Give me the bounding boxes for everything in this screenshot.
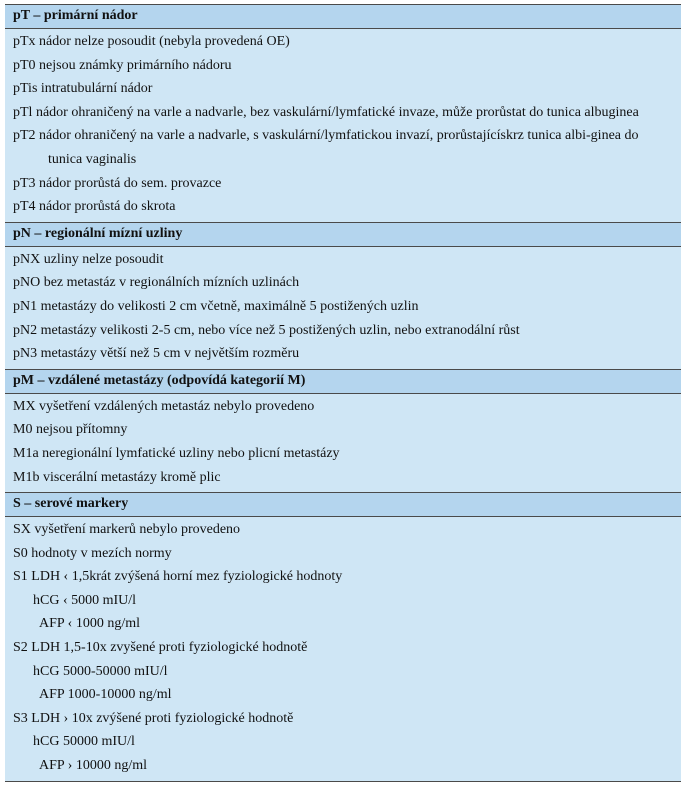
table-row: pNO bez metastáz v regionálních mízních uzlinách [13,275,300,291]
table-row: AFP 1000-10000 ng/ml [39,687,172,703]
table-row: pT0 nejsou známky primárního nádoru [13,57,232,73]
table-row: pN1 metastázy do velikosti 2 cm včetně, maximálně 5 postižených uzlin [13,298,419,314]
table-row: pTl nádor ohraničený na varle a nadvarle, bez vaskulární/lymfatické invaze, může prorůstat do tunica albuginea [13,104,639,120]
section-heading-pn: pN – regionální mízní uzliny [5,222,681,247]
table-row: S3 LDH › 10x zvýšené proti fyziologické hodnotě [13,710,294,726]
section-body-pt [5,29,681,222]
table-row: AFP ‹ 1000 ng/ml [39,616,140,632]
table-row: S0 hodnoty v mezích normy [13,545,172,561]
table-row: MX vyšetření vzdálených metastáz nebylo provedeno [13,398,315,414]
tnm-classification-table [5,4,681,782]
section-heading-pt: pT – primární nádor [5,5,681,29]
section-heading-pm: pM – vzdálené metastázy (odpovídá kategorií M) [5,369,681,394]
table-row: pTx nádor nelze posoudit (nebyla provedená OE) [13,34,290,49]
table-row: pNX uzliny nelze posoudit [13,251,164,267]
table-row: pT4 nádor prorůstá do skrota [13,199,176,215]
table-row: hCG ‹ 5000 mIU/l [33,592,137,608]
table-row: pT3 nádor prorůstá do sem. provazce [13,175,222,191]
table-row: pTis intratubulární nádor [13,81,153,97]
section-heading-s: S – serové markery [5,492,681,517]
section-body-pm [5,394,681,492]
table-row: pN2 metastázy velikosti 2-5 cm, nebo více než 5 postižených uzlin, nebo extranodální růst [13,322,520,338]
table-row: pT2 nádor ohraničený na varle a nadvarle, s vaskulární/lymfatickou invazí, prorůstajícískrz tunica albi-ginea do tunica vaginalis [13,128,639,167]
table-row: hCG 50000 mIU/l [33,734,135,750]
table-row: S1 LDH ‹ 1,5krát zvýšená horní mez fyziologické hodnoty [13,569,343,585]
table-row: pN3 metastázy větší než 5 cm v největším rozměru [13,346,300,362]
table-row: AFP › 10000 ng/ml [39,758,147,774]
table-row: S2 LDH 1,5-10x zvyšené proti fyziologické hodnotě [13,640,308,656]
table-row: hCG 5000-50000 mIU/l [33,663,168,679]
table-row: M1b viscerální metastázy kromě plic [13,469,221,485]
table-row: M1a neregionální lymfatické uzliny nebo plicní metastázy [13,445,340,461]
table-row: M0 nejsou přítomny [13,422,128,438]
table-row: SX vyšetření markerů nebylo provedeno [13,522,241,538]
section-body-s [5,517,681,781]
section-body-pn [5,247,681,369]
